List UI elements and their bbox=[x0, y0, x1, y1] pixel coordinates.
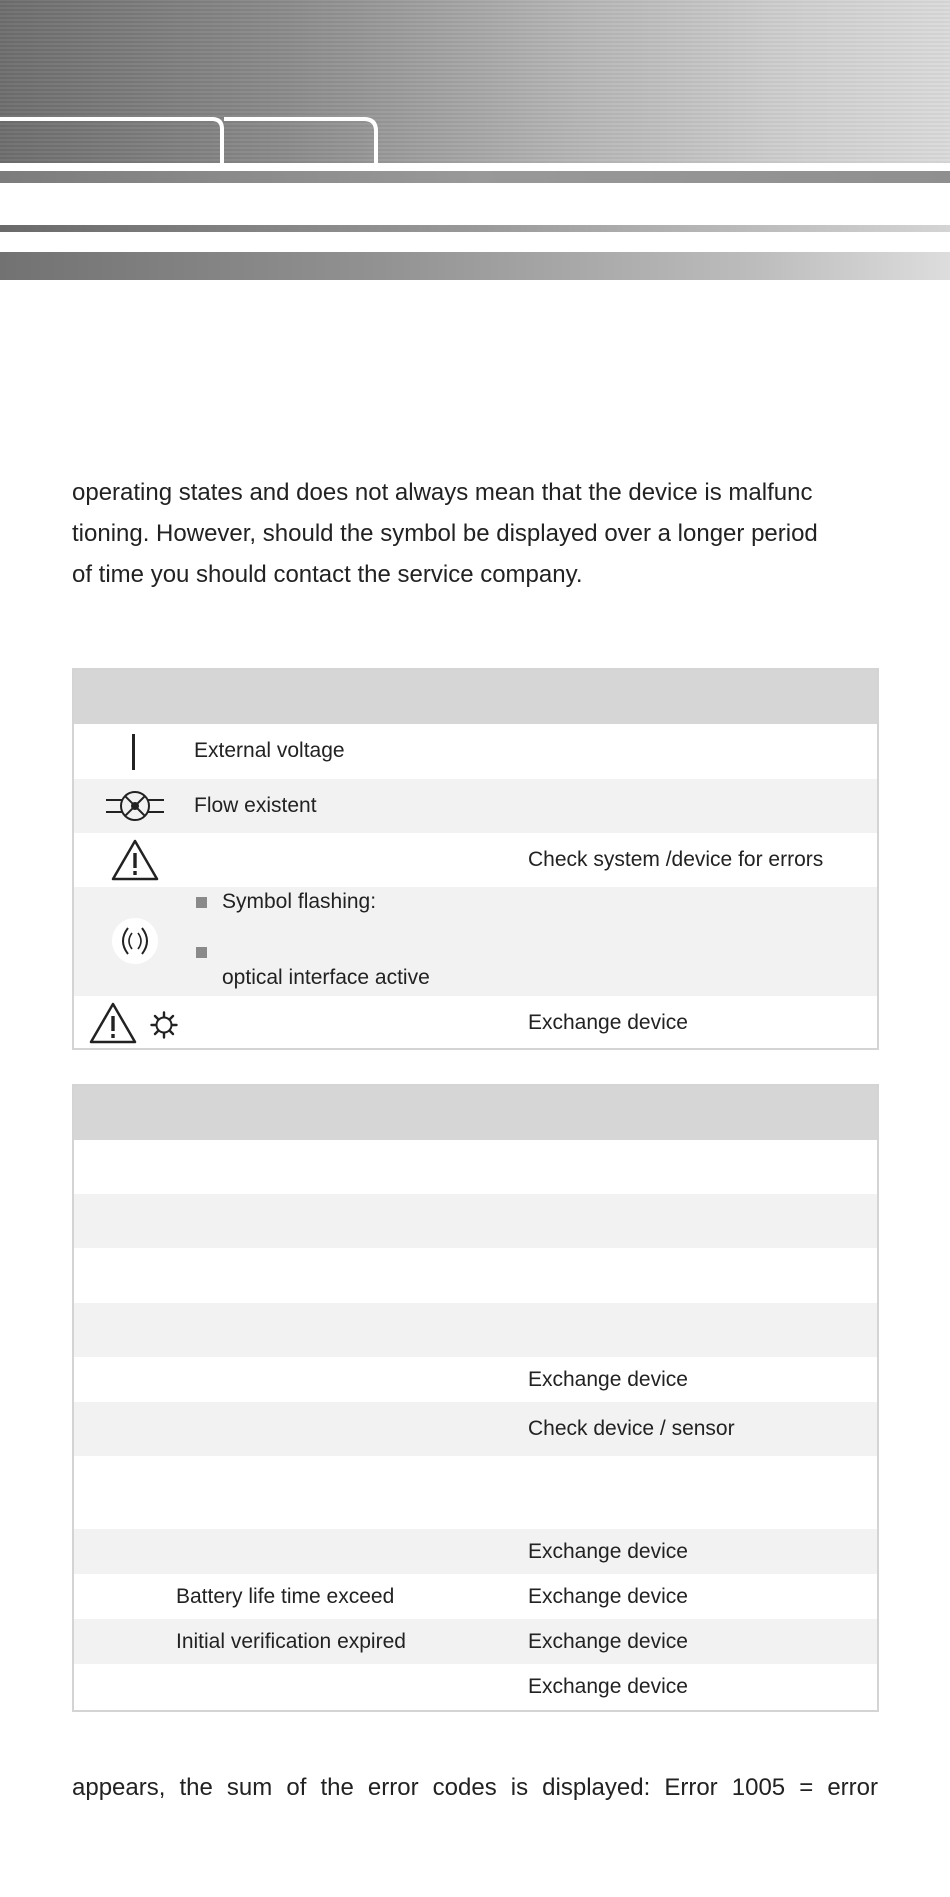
paragraph-line: tioning. However, should the symbol be displayed over a longer period bbox=[72, 520, 818, 547]
error-meaning: Initial verification expired bbox=[176, 1630, 406, 1653]
table-header bbox=[74, 1086, 877, 1140]
error-action: Exchange device bbox=[528, 1630, 688, 1653]
table-row bbox=[74, 1357, 877, 1402]
header-strip bbox=[0, 171, 950, 183]
table-row bbox=[74, 779, 877, 833]
table-row bbox=[74, 1140, 877, 1194]
error-sum-paragraph: appears, the sum of the error codes is displayed: Error 1005 = error bbox=[72, 1774, 878, 1801]
symbol-table bbox=[72, 668, 879, 1050]
paragraph-line: operating states and does not always mean that the device is malfunc bbox=[72, 479, 813, 506]
bullet-marker bbox=[196, 947, 207, 958]
symbol-action: Exchange device bbox=[528, 1011, 688, 1034]
table-row bbox=[74, 1402, 877, 1456]
symbol-meaning: optical interface active bbox=[222, 966, 430, 989]
header-strip-wide bbox=[0, 252, 950, 280]
symbol-action: Check system /device for errors bbox=[528, 848, 824, 871]
table-row bbox=[74, 1574, 877, 1619]
table-row bbox=[74, 1619, 877, 1664]
header-strip-thin bbox=[0, 225, 950, 232]
error-action: Check device / sensor bbox=[528, 1417, 735, 1440]
optical-interface-icon bbox=[110, 916, 160, 966]
table-row bbox=[74, 1248, 877, 1303]
warning-triangle-icon bbox=[111, 839, 159, 881]
header-tab-outline bbox=[0, 116, 950, 168]
table-row bbox=[74, 996, 877, 1050]
symbol-meaning: External voltage bbox=[194, 739, 345, 762]
table-row bbox=[74, 833, 877, 887]
table-header bbox=[74, 670, 877, 724]
table-row bbox=[74, 1664, 877, 1708]
vertical-bar-icon bbox=[128, 734, 140, 770]
gear-icon bbox=[150, 1011, 178, 1039]
table-row bbox=[74, 1529, 877, 1574]
symbol-meaning: Flow existent bbox=[194, 794, 317, 817]
error-meaning: Battery life time exceed bbox=[176, 1585, 395, 1608]
symbol-meaning: Symbol flashing: bbox=[222, 890, 377, 913]
flow-icon bbox=[106, 789, 164, 823]
table-row bbox=[74, 1194, 877, 1248]
error-action: Exchange device bbox=[528, 1368, 688, 1391]
error-action: Exchange device bbox=[528, 1540, 688, 1563]
table-row bbox=[74, 1303, 877, 1357]
table-row bbox=[74, 724, 877, 779]
table-row bbox=[74, 1456, 877, 1529]
error-action: Exchange device bbox=[528, 1585, 688, 1608]
intro-paragraph bbox=[72, 472, 878, 595]
table-row bbox=[74, 887, 877, 996]
warning-triangle-icon bbox=[89, 1002, 137, 1044]
error-action: Exchange device bbox=[528, 1675, 688, 1698]
bullet-marker bbox=[196, 897, 207, 908]
error-table bbox=[72, 1084, 879, 1712]
paragraph-line: of time you should contact the service company. bbox=[72, 561, 583, 588]
